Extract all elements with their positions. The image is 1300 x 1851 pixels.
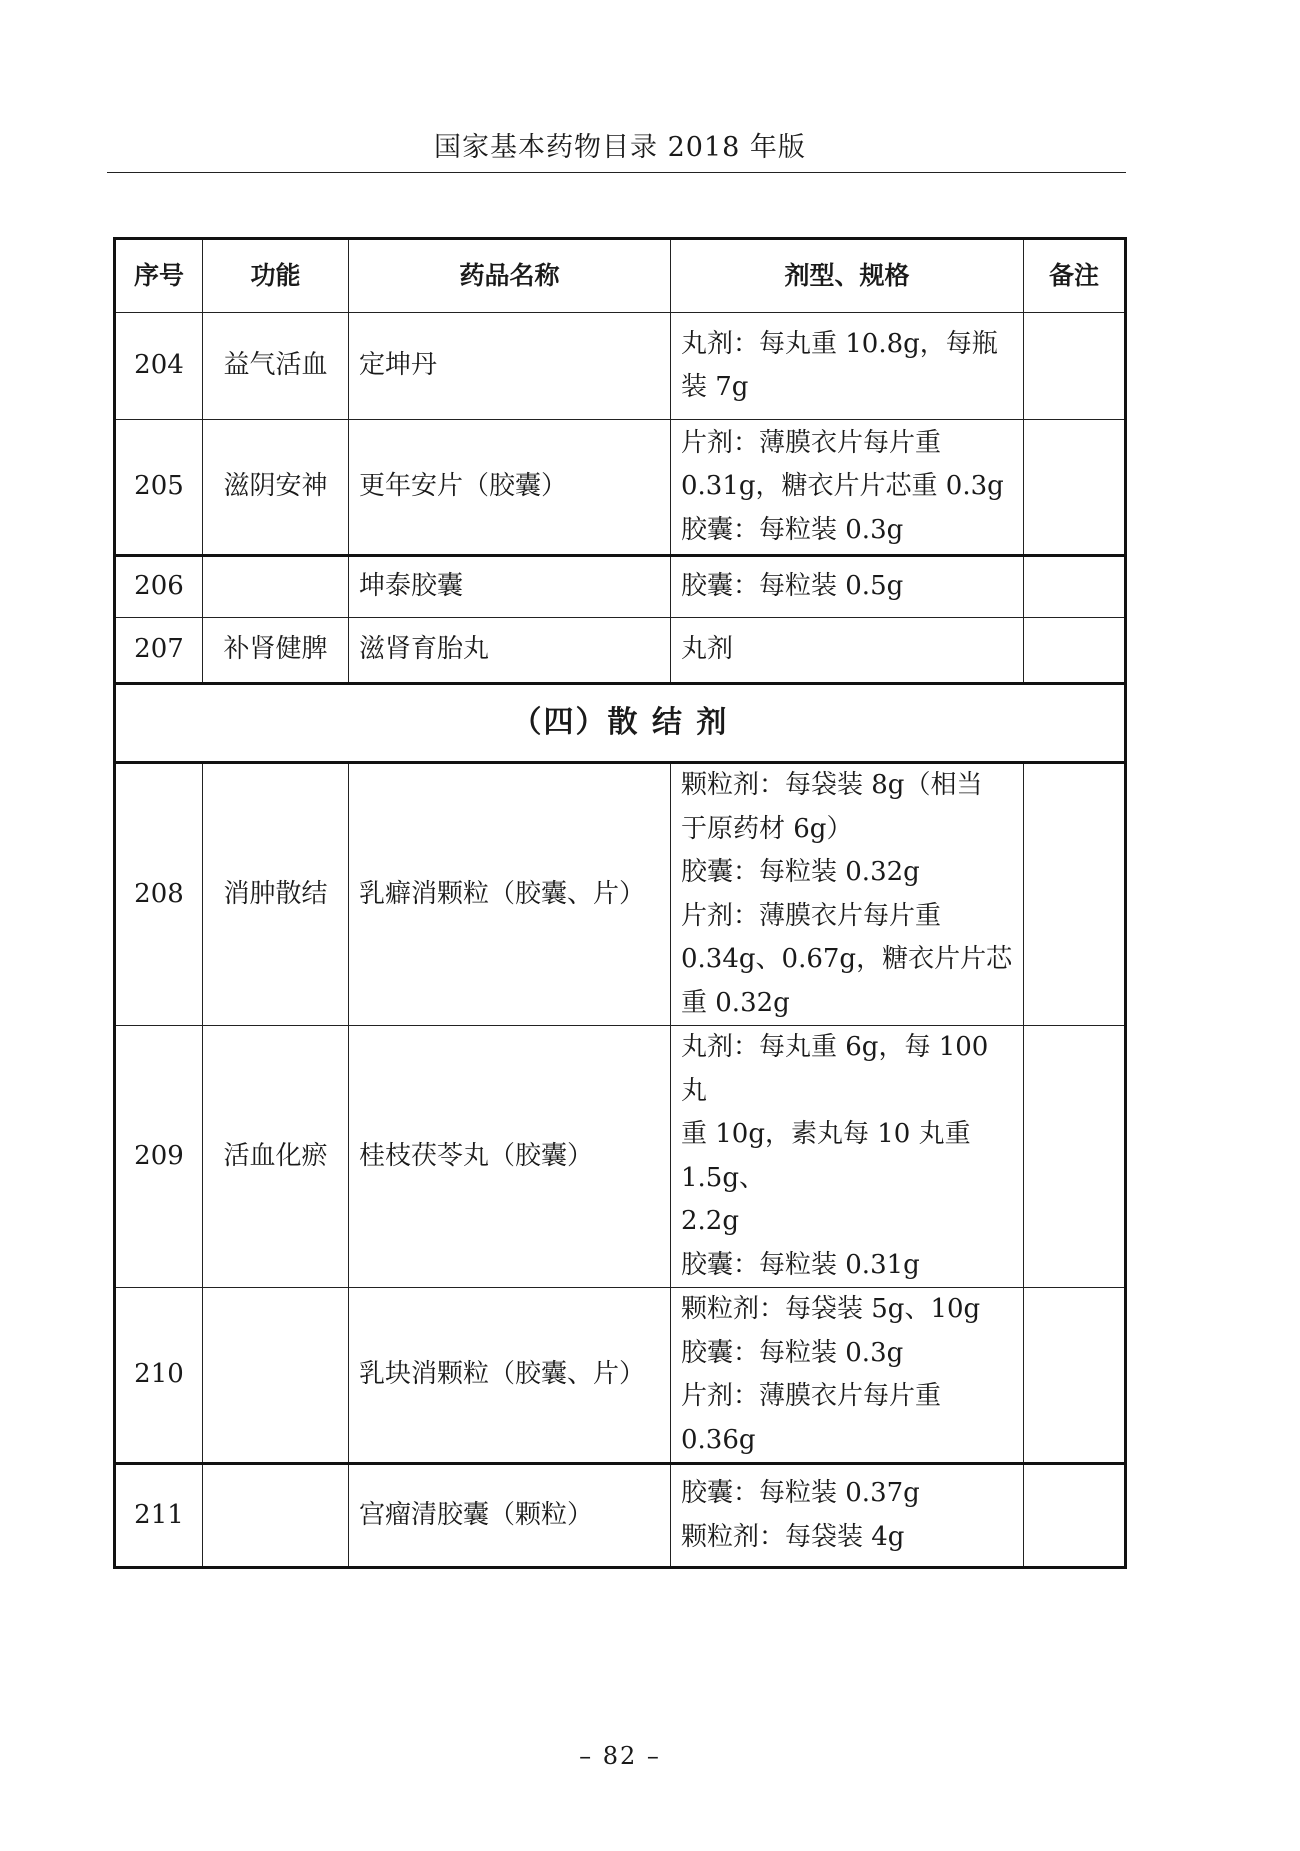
table-body-a (115, 313, 1126, 684)
row-number-cell: 205 (115, 420, 203, 556)
table-body-b (115, 763, 1126, 1568)
function-cell (203, 1464, 349, 1568)
column-header-number: 序号 (115, 239, 203, 313)
dosage-spec-cell (671, 556, 1024, 618)
spec-line: 胶囊：每粒装 0.31g (681, 1249, 920, 1280)
remarks-cell (1024, 313, 1126, 420)
spec-line: 片剂：薄膜衣片每片重 (681, 427, 942, 458)
table-row (115, 1288, 1126, 1464)
function-cell (203, 1288, 349, 1464)
drug-table (113, 237, 1127, 1569)
spec-line: 0.36g (681, 1424, 756, 1455)
drug-name-cell: 坤泰胶囊 (349, 556, 671, 618)
table-row (115, 1026, 1126, 1288)
remarks-cell (1024, 1026, 1126, 1288)
drug-name-cell: 定坤丹 (349, 313, 671, 420)
table-row (115, 420, 1126, 556)
row-number-cell: 206 (115, 556, 203, 618)
section-heading-row (115, 684, 1126, 763)
spec-line: 2.2g (681, 1206, 739, 1236)
dosage-spec-cell (671, 1288, 1024, 1464)
row-number-cell: 204 (115, 313, 203, 420)
table-row (115, 618, 1126, 684)
table-row (115, 1464, 1126, 1568)
dosage-spec-cell (671, 763, 1024, 1026)
spec-line: 胶囊：每粒装 0.3g (681, 514, 904, 545)
function-cell: 消肿散结 (203, 763, 349, 1026)
spec-line: 颗粒剂：每袋装 5g、10g (681, 1294, 981, 1324)
function-cell: 益气活血 (203, 313, 349, 420)
column-header-remarks: 备注 (1024, 239, 1126, 313)
spec-line: 重 0.32g (681, 987, 790, 1018)
column-header-dosage-spec: 剂型、规格 (671, 239, 1024, 313)
row-number-cell: 208 (115, 763, 203, 1026)
spec-line: 胶囊：每粒装 0.32g (681, 857, 920, 887)
row-number-cell: 209 (115, 1026, 203, 1288)
dosage-spec-cell (671, 618, 1024, 684)
drug-name-cell: 滋肾育胎丸 (349, 618, 671, 684)
spec-line: 丸剂：每丸重 10.8g，每瓶 (681, 328, 998, 359)
spec-line: 胶囊：每粒装 0.37g (681, 1478, 920, 1508)
spec-line: 颗粒剂：每袋装 4g (681, 1521, 905, 1552)
remarks-cell (1024, 420, 1126, 556)
remarks-cell (1024, 556, 1126, 618)
function-cell: 补肾健脾 (203, 618, 349, 684)
spec-line: 0.34g、0.67g，糖衣片片芯 (681, 944, 1013, 974)
spec-line: 片剂：薄膜衣片每片重 (681, 1381, 942, 1411)
dosage-spec-cell (671, 420, 1024, 556)
dosage-spec-cell (671, 1464, 1024, 1568)
spec-line: 片剂：薄膜衣片每片重 (681, 900, 942, 931)
spec-line: 丸剂 (681, 634, 734, 665)
row-number-cell: 207 (115, 618, 203, 684)
table-row (115, 556, 1126, 618)
dosage-spec-cell (671, 313, 1024, 420)
remarks-cell (1024, 1288, 1126, 1464)
spec-line: 装 7g (681, 372, 749, 402)
page-header-title: 国家基本药物目录 2018 年版 (434, 132, 806, 163)
spec-line: 胶囊：每粒装 0.5g (681, 571, 904, 602)
column-header-function: 功能 (203, 239, 349, 313)
spec-line: 于原药材 6g） (681, 813, 853, 844)
row-number-cell: 211 (115, 1464, 203, 1568)
remarks-cell (1024, 763, 1126, 1026)
drug-name-cell: 乳块消颗粒（胶囊、片） (349, 1288, 671, 1464)
function-cell (203, 556, 349, 618)
section-heading-body (115, 684, 1126, 763)
row-number-cell: 210 (115, 1288, 203, 1464)
table-row (115, 313, 1126, 420)
spec-line: 颗粒剂：每袋装 8g（相当 (681, 770, 983, 800)
remarks-cell (1024, 1464, 1126, 1568)
drug-name-cell: 乳癖消颗粒（胶囊、片） (349, 763, 671, 1026)
dosage-spec-cell (671, 1026, 1024, 1288)
drug-name-cell: 更年安片（胶囊） (349, 420, 671, 556)
spec-line: 0.31g，糖衣片片芯重 0.3g (681, 471, 1004, 502)
function-cell: 滋阴安神 (203, 420, 349, 556)
drug-name-cell: 宫瘤清胶囊（颗粒） (349, 1464, 671, 1568)
table-header-row (115, 239, 1126, 313)
column-header-drug-name: 药品名称 (349, 239, 671, 313)
function-cell: 活血化瘀 (203, 1026, 349, 1288)
spec-line: 胶囊：每粒装 0.3g (681, 1337, 904, 1368)
spec-line: 重 10g，素丸每 10 丸重 1.5g、 (681, 1119, 971, 1193)
spec-line: 丸剂：每丸重 6g，每 100 丸 (681, 1032, 989, 1106)
remarks-cell (1024, 618, 1126, 684)
section-heading: （四）散 结 剂 (115, 684, 1126, 763)
drug-name-cell: 桂枝茯苓丸（胶囊） (349, 1026, 671, 1288)
table-row (115, 763, 1126, 1026)
header-divider (107, 172, 1126, 173)
page-number: – 82 – (579, 1742, 661, 1770)
